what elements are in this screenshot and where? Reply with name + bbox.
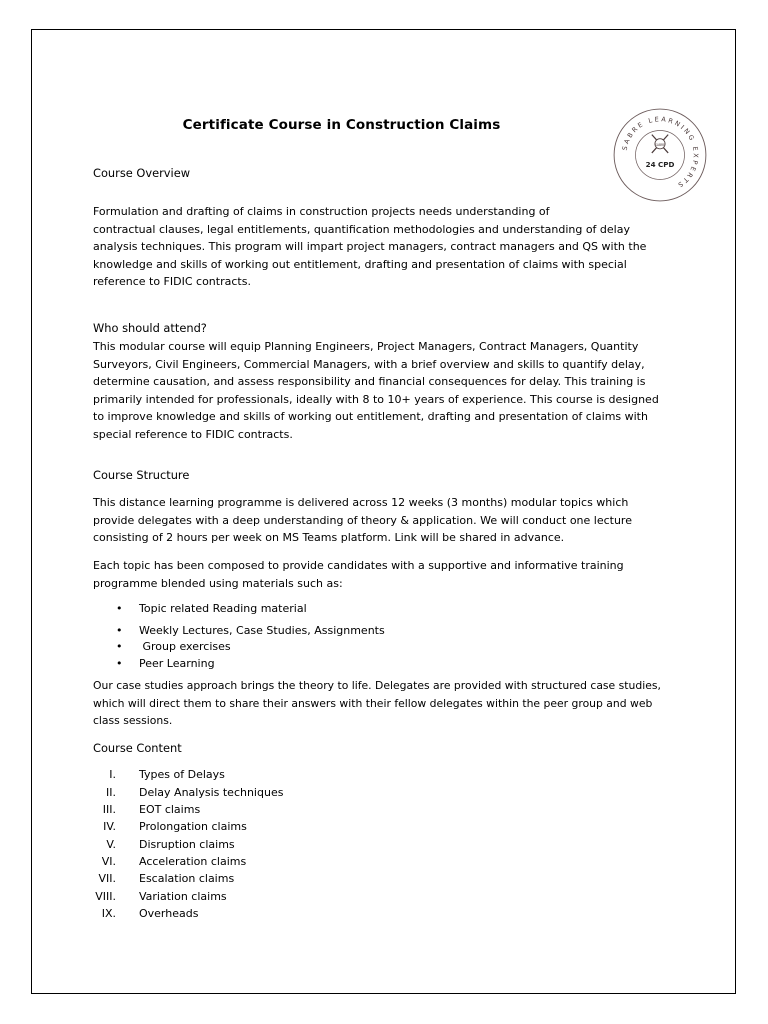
course-overview-paragraph: Formulation and drafting of claims in construction projects needs understanding of contractual clauses, legal entitlements, quantification methodologies and understanding of delay analysis techniques. This program will impart project managers, contract managers and QS with the knowledge and skills of working out entitlement, drafting and presentation of claims with special reference to FIDIC contracts. — [93, 205, 647, 289]
svg-text:SABRE LEARNING EXPERTS — [621, 115, 700, 190]
course-structure-paragraph-2: Each topic has been composed to provide candidates with a supportive and informative training programme blended using materials such as: — [93, 559, 624, 590]
course-content-heading: Course Content — [93, 741, 182, 755]
course-structure-paragraph-3: Our case studies approach brings the theory to life. Delegates are provided with structured case studies, which will direct them to share their answers with their fellow delegates within the peer group and web class sessions. — [93, 679, 661, 728]
course-structure-paragraph-1: This distance learning programme is delivered across 12 weeks (3 months) modular topics which provide delegates with a deep understanding of theory & application. We will conduct one lecture consisting of 2 hours per week on MS Teams platform. Link will be shared in advance. — [93, 496, 632, 545]
bullet-icon: • — [116, 624, 123, 637]
bullet-icon: • — [116, 602, 123, 615]
list-item: • Topic related Reading material — [116, 602, 307, 615]
seal-ring-text: SABRE LEARNING EXPERTS — [620, 115, 700, 190]
who-should-attend-paragraph: This modular course will equip Planning Engineers, Project Managers, Contract Managers, Quantity Surveyors, Civil Engineers, Commercial Managers, with a brief overview and skills to quantify delay, determine causation, and assess responsibility and financial consequences for delay. This training is primarily intended for professionals, ideally with 8 to 10+ years of experience. This course is designed to improve knowledge and skills of working out entitlement, drafting and presentation of claims with special reference to FIDIC contracts. — [93, 340, 659, 441]
bullet-icon: • — [116, 640, 123, 653]
sabre-learning-seal-logo — [609, 104, 711, 206]
bullet-icon: • — [116, 657, 123, 670]
list-item: • Group exercises — [116, 640, 231, 653]
list-item: • Peer Learning — [116, 657, 215, 670]
list-item: • Weekly Lectures, Case Studies, Assignments — [116, 624, 385, 637]
who-should-attend-heading: Who should attend? — [93, 321, 207, 335]
seal-inner-text: SABRE — [654, 142, 666, 147]
course-overview-heading: Course Overview — [93, 166, 191, 180]
course-structure-heading: Course Structure — [93, 468, 190, 482]
seal-cpd-label: 24 CPD — [645, 160, 675, 170]
document-title: Certificate Course in Construction Claims — [182, 117, 501, 133]
